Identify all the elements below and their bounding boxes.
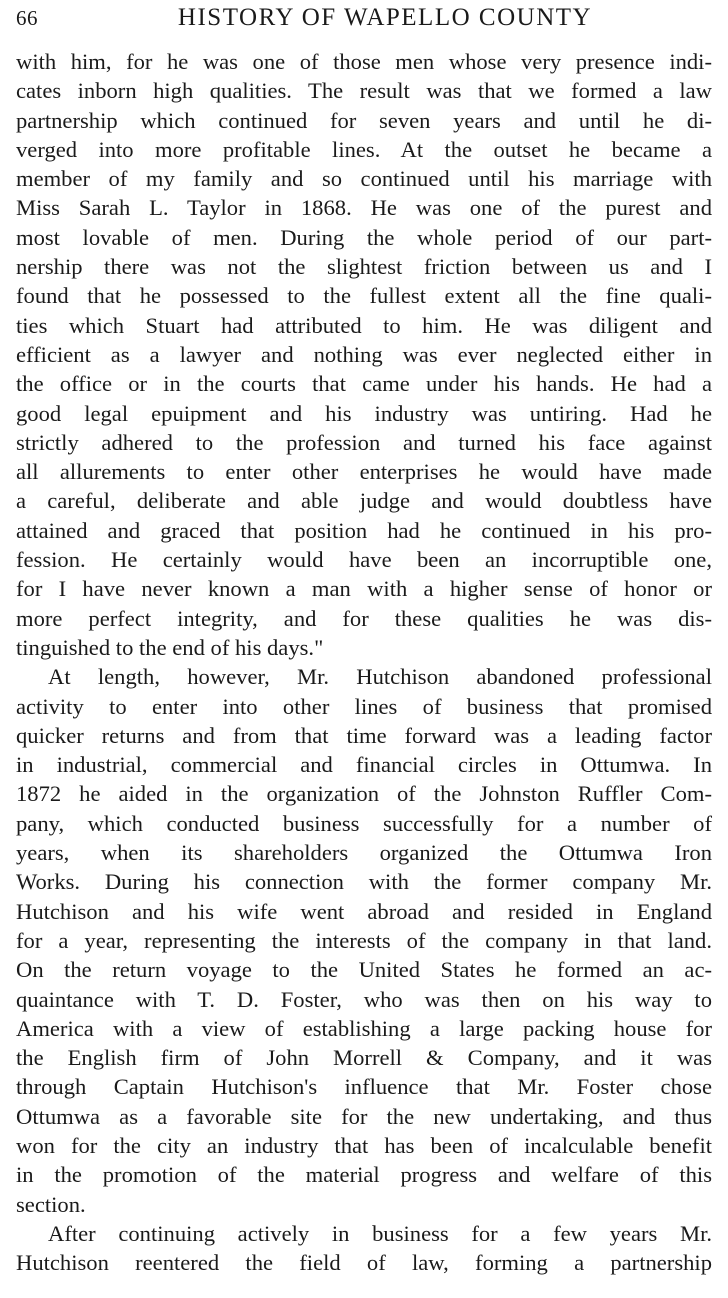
text-line: activity to enter into other lines of business that promised xyxy=(16,693,712,719)
text-line: more perfect integrity, and for these qualities he was dis- xyxy=(16,605,712,631)
text-line: strictly adhered to the profession and turned his face against xyxy=(16,429,712,455)
text-line: good legal epuipment and his industry was untiring. Had he xyxy=(16,400,712,426)
page-number: 66 xyxy=(16,6,38,30)
text-line: quaintance with T. D. Foster, who was then on his way to xyxy=(16,986,712,1012)
text-line: 1872 he aided in the organization of the Johnston Ruffler Com- xyxy=(16,781,712,807)
paragraph xyxy=(16,47,712,662)
text-line: At length, however, Mr. Hutchison abandoned professional xyxy=(48,664,712,690)
text-line: attained and graced that position had he continued in his pro- xyxy=(16,517,712,543)
text-line: Miss Sarah L. Taylor in 1868. He was one of the purest and xyxy=(16,195,712,221)
text-line: the English firm of John Morrell & Company, and it was xyxy=(16,1045,712,1071)
text-line: fession. He certainly would have been an incorruptible one, xyxy=(16,547,712,573)
text-line: found that he possessed to the fullest extent all the fine quali- xyxy=(16,283,712,309)
text-line: through Captain Hutchison's influence that Mr. Foster chose xyxy=(16,1074,712,1100)
text-line: with him, for he was one of those men whose very presence indi- xyxy=(16,49,712,74)
text-line: ties which Stuart had attributed to him. He was diligent and xyxy=(16,312,712,338)
text-line: efficient as a lawyer and nothing was ever neglected either in xyxy=(16,341,712,367)
text-line: tinguished to the end of his days." xyxy=(16,634,324,660)
text-line: a careful, deliberate and able judge and would doubtless have xyxy=(16,488,712,514)
text-line: On the return voyage to the United States he formed an ac- xyxy=(16,957,712,983)
text-line: for I have never known a man with a higher sense of honor or xyxy=(16,576,712,602)
text-line: most lovable of men. During the whole period of our part- xyxy=(16,224,712,250)
text-line: all allurements to enter other enterprises he would have made xyxy=(16,459,712,485)
text-line: the office or in the courts that came under his hands. He had a xyxy=(16,371,712,397)
text-line: section. xyxy=(16,1191,86,1217)
text-line: partnership which continued for seven years and until he di- xyxy=(16,107,712,133)
body-text xyxy=(16,47,712,1277)
text-line: Hutchison and his wife went abroad and resided in England xyxy=(16,898,712,924)
text-line: America with a view of establishing a large packing house for xyxy=(16,1015,712,1041)
page-header xyxy=(16,2,716,38)
text-line: Ottumwa as a favorable site for the new undertaking, and thus xyxy=(16,1103,712,1129)
text-line: pany, which conducted business successfully for a number of xyxy=(16,810,712,836)
text-line: cates inborn high qualities. The result was that we formed a law xyxy=(16,78,712,104)
text-line: years, when its shareholders organized the Ottumwa Iron xyxy=(16,840,712,866)
running-head: HISTORY OF WAPELLO COUNTY xyxy=(177,4,593,31)
paragraph xyxy=(16,1219,712,1278)
text-line: quicker returns and from that time forward was a leading factor xyxy=(16,722,712,748)
text-line: verged into more profitable lines. At the outset he became a xyxy=(16,136,712,162)
text-line: in the promotion of the material progress and welfare of this xyxy=(16,1162,712,1188)
paragraph xyxy=(16,662,712,1219)
text-line: member of my family and so continued until his marriage with xyxy=(16,166,712,192)
text-line: for a year, representing the interests of the company in that land. xyxy=(16,927,712,953)
text-line: Works. During his connection with the former company Mr. xyxy=(16,869,712,895)
text-line: won for the city an industry that has been of incalculable benefit xyxy=(16,1132,712,1158)
text-line: in industrial, commercial and financial circles in Ottumwa. In xyxy=(16,752,712,778)
text-line: nership there was not the slightest friction between us and I xyxy=(16,254,712,280)
text-line: After continuing actively in business for a few years Mr. xyxy=(48,1220,712,1246)
text-line: Hutchison reentered the field of law, forming a partnership xyxy=(16,1250,712,1276)
